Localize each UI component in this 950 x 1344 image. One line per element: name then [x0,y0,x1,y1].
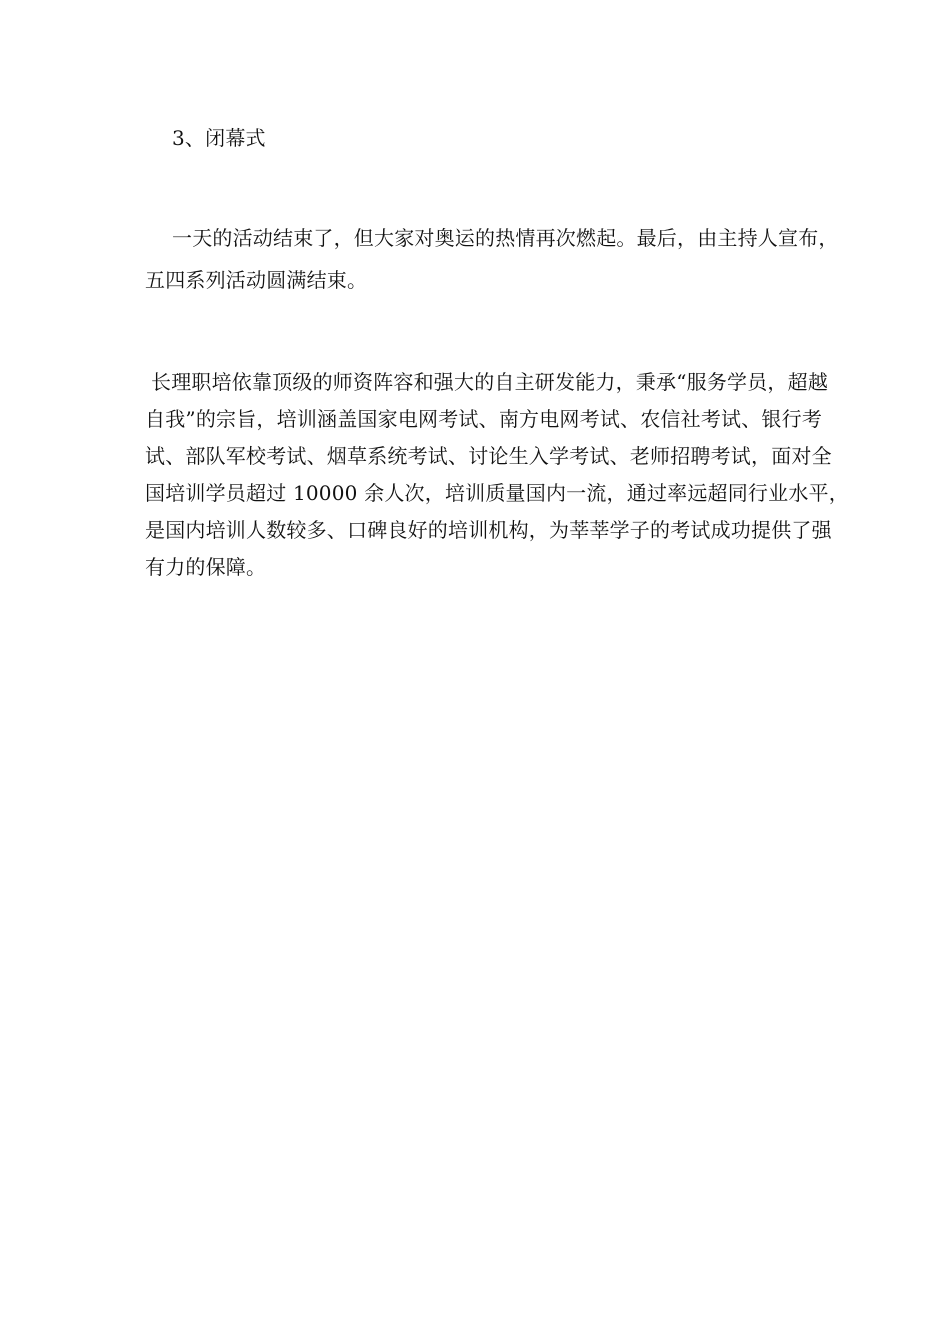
paragraph-line: 长理职培依靠顶级的师资阵容和强大的自主研发能力，秉承“服务学员，超越 [151,370,829,394]
paragraph-line: 一天的活动结束了，但大家对奥运的热情再次燃起。最后，由主持人宣布， [172,226,839,250]
paragraph-line: 有力的保障。 [145,555,267,579]
paragraph-line: 五四系列活动圆满结束。 [145,268,368,292]
paragraph-line: 是国内培训人数较多、口碑良好的培训机构，为莘莘学子的考试成功提供了强 [145,518,832,542]
paragraph-line: 试、部队军校考试、烟草系统考试、讨论生入学考试、老师招聘考试，面对全 [145,444,832,468]
paragraph-line: 国培训学员超过 10000 余人次，培训质量国内一流，通过率远超同行业水平， [145,481,849,505]
section-heading: 3、闭幕式 [172,126,266,150]
paragraph-line: 自我”的宗旨，培训涵盖国家电网考试、南方电网考试、农信社考试、银行考 [145,407,823,431]
